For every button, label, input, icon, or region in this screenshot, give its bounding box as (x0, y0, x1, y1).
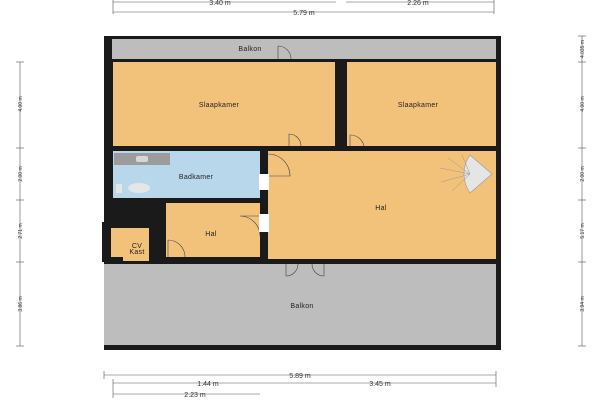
dim-bottom-1: 5.89 m (289, 373, 311, 380)
dim-top-1: 3.40 m (209, 0, 231, 7)
dim-left-1: 4.00 m (18, 96, 24, 112)
label-slaapkamer-left: Slaapkamer (198, 102, 240, 109)
dim-right-4: 5.17 m (580, 223, 586, 239)
dim-right-1: 4.035 m (580, 39, 586, 59)
label-hal-large: Hal (375, 205, 387, 212)
bath-sink (136, 156, 148, 162)
bath-toilet (128, 183, 150, 193)
dim-bottom-3: 3.45 m (369, 381, 391, 388)
dim-left-3: 2.71 m (18, 223, 24, 239)
dim-top-2: 2.26 m (407, 0, 429, 7)
dim-left-2: 2.00 m (18, 166, 24, 182)
dim-bottom-2: 1.44 m (197, 381, 219, 388)
label-slaapkamer-right: Slaapkamer (397, 102, 439, 109)
bath-toilet-tank (116, 184, 122, 193)
dim-bottom-4: 2.23 m (184, 392, 206, 399)
label-balkon-bottom: Balkon (290, 303, 314, 310)
dim-right-2: 4.00 m (580, 96, 586, 112)
room-hal-small (166, 203, 260, 257)
label-kast: Kast (129, 249, 145, 256)
dim-right-3: 2.00 m (580, 166, 586, 182)
room-balkon-top (112, 39, 496, 59)
label-balkon-top: Balkon (238, 46, 262, 53)
exterior-wall-notch (102, 222, 108, 262)
dim-right-5: 3.94 m (580, 296, 586, 312)
dim-left-4: 3.86 m (18, 296, 24, 312)
label-hal-small: Hal (205, 231, 217, 238)
label-badkamer: Badkamer (178, 174, 214, 181)
dim-top-3: 5.79 m (293, 10, 315, 17)
label-cv: CV (131, 243, 143, 250)
